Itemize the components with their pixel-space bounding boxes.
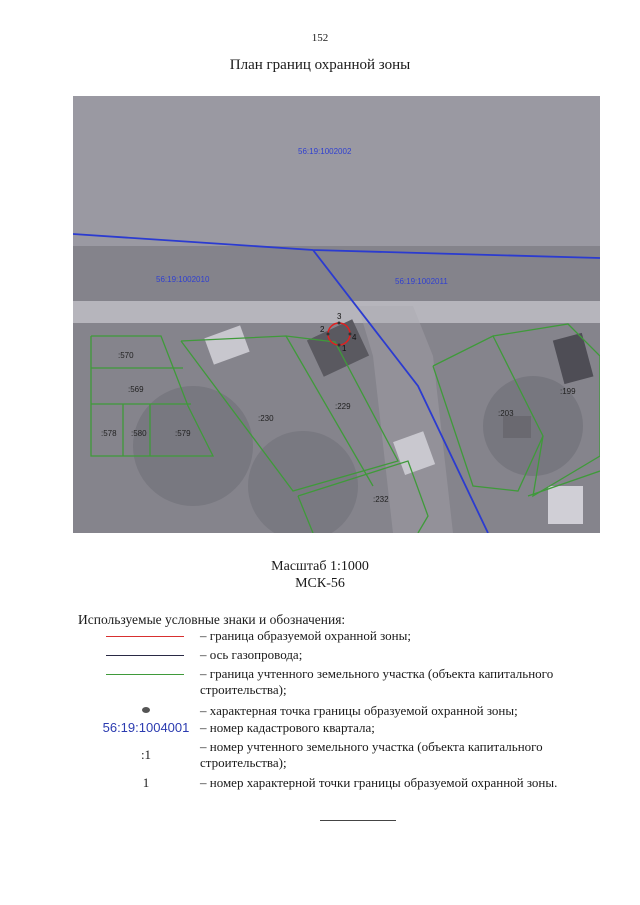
quarter-number-sample: 56:19:1004001: [102, 720, 190, 735]
dark-line-symbol: [106, 655, 184, 656]
boundary-point: [327, 333, 330, 336]
parcel-label: :579: [175, 429, 191, 438]
legend-text: – характерная точка границы образуемой охранной зоны;: [200, 703, 518, 718]
footer-divider: [320, 820, 396, 821]
legend-text: – ось газопровода;: [200, 647, 303, 662]
parcel-label: :229: [335, 402, 351, 411]
parcel-number-sample: :1: [140, 747, 152, 762]
quarter-label: 56:19:1002011: [395, 277, 448, 286]
parcel-label: :569: [128, 385, 144, 394]
boundary-point: [338, 322, 341, 325]
parcel-label: :230: [258, 414, 274, 423]
parcel-label: :199: [560, 387, 576, 396]
building: [548, 486, 583, 524]
quarter-label: 56:19:1002002: [298, 147, 352, 156]
point-number-sample: 1: [142, 775, 150, 790]
coordinate-system-label: МСК-56: [295, 576, 345, 591]
point-label: 4: [352, 333, 357, 342]
legend-title: Используемые условные знаки и обозначения:: [78, 612, 346, 627]
quarter-label: 56:19:1002010: [156, 275, 210, 284]
map-drawing: [73, 96, 600, 533]
parcel-label: :570: [118, 351, 134, 360]
legend-text: – граница учтенного земельного участка (объекта капитального строительства);: [200, 666, 554, 697]
legend-text: – граница образуемой охранной зоны;: [200, 628, 411, 643]
parcel-label: :578: [101, 429, 117, 438]
field-area: [73, 96, 600, 246]
green-line-symbol: [106, 674, 184, 675]
legend-text: – номер характерной точки границы образуемой охранной зоны.: [200, 775, 558, 790]
legend-text: – номер кадастрового квартала;: [200, 720, 375, 735]
point-dot-icon: [142, 707, 150, 713]
aerial-map: [73, 96, 600, 533]
point-label: 1: [342, 344, 347, 353]
parcel-label: :203: [498, 409, 514, 418]
parcel-label: :232: [373, 495, 389, 504]
scale-label: Масштаб 1:1000: [271, 559, 369, 574]
field-strip: [73, 246, 600, 301]
parcel-label: :580: [131, 429, 147, 438]
page-title: План границ охранной зоны: [229, 57, 411, 73]
legend-text: – номер учтенного земельного участка (объекта капитального строительства);: [200, 739, 543, 770]
building: [503, 416, 531, 438]
red-line-symbol: [106, 636, 184, 637]
page-number: 152: [311, 32, 329, 44]
point-label: 2: [320, 325, 325, 334]
boundary-point: [338, 344, 341, 347]
point-label: 3: [337, 312, 342, 321]
scale-block: [0, 558, 640, 592]
